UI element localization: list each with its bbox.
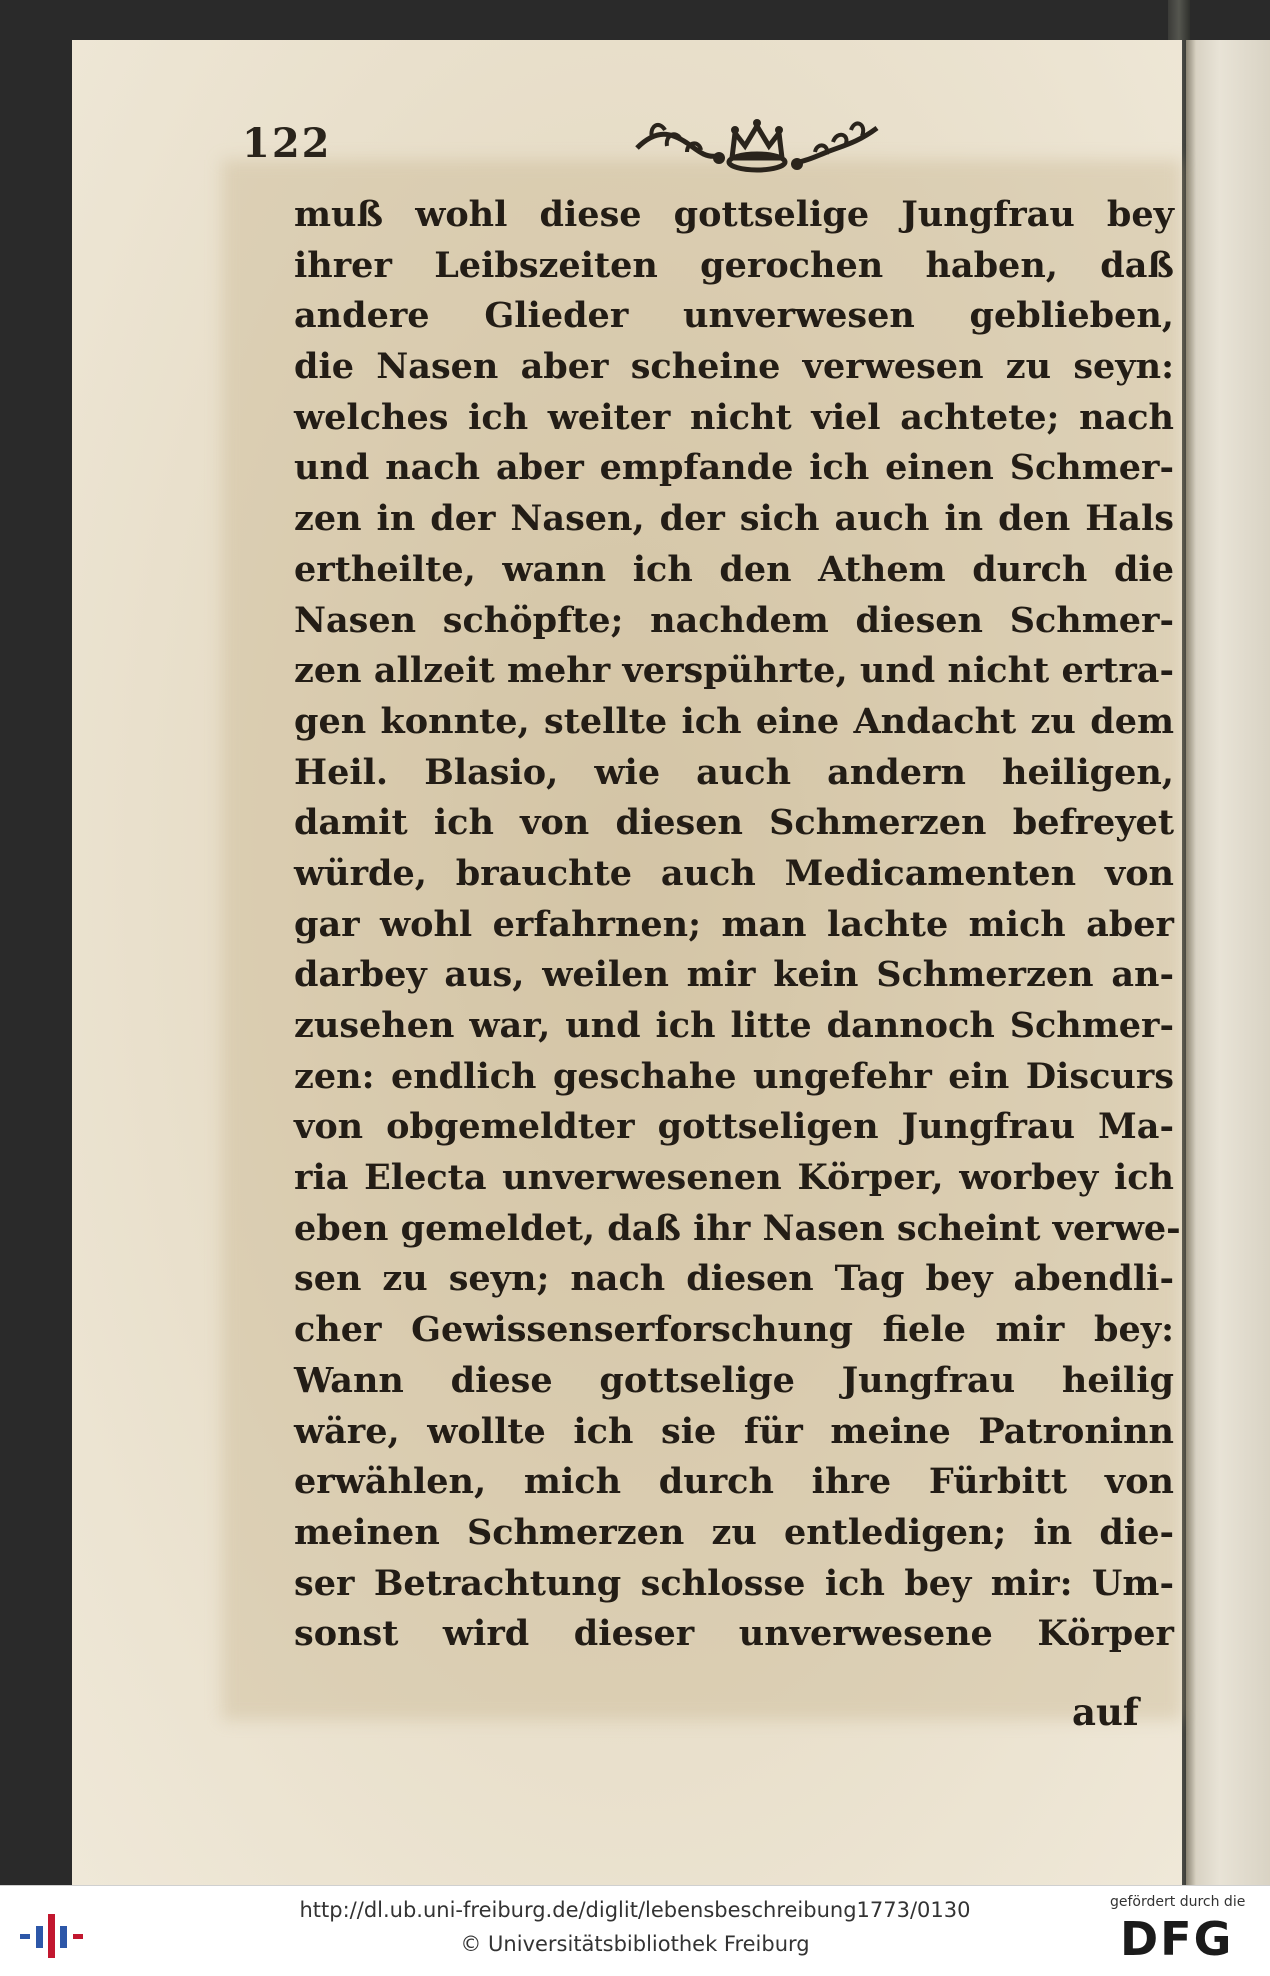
text-line: andere Glieder unverwesen geblieben, <box>294 295 1174 337</box>
text-line: eben gemeldet, daß ihr Nasen scheint verwe- <box>294 1207 1181 1249</box>
text-line: würde, brauchte auch Medicamenten von <box>294 852 1174 894</box>
text-line: ertheilte, wann ich den Athem durch die <box>294 548 1174 590</box>
text-line: die Nasen aber scheine verwesen zu seyn: <box>294 346 1174 388</box>
adjacent-page-edge <box>1186 40 1270 1885</box>
book-page <box>72 40 1182 1885</box>
dfg-logo[interactable]: DFG <box>1120 1912 1234 1966</box>
page-number: 122 <box>242 120 332 167</box>
text-line: muß wohl diese gottselige Jungfrau bey <box>294 194 1174 235</box>
text-line: sonst wird dieser unverwesene Körper <box>294 1613 1174 1655</box>
text-line: damit ich von diesen Schmerzen befreyet <box>294 802 1174 844</box>
catchword: auf <box>1072 1690 1139 1734</box>
text-line: und nach aber empfande ich einen Schmer- <box>294 447 1174 489</box>
text-line: gar wohl erfahrnen; man lachte mich aber <box>294 903 1174 945</box>
permalink-url[interactable]: http://dl.ub.uni-freiburg.de/diglit/lebensbeschreibung1773/0130 <box>299 1898 971 1922</box>
crown-with-floral-sprigs-icon <box>627 108 887 178</box>
text-line: zen: endlich geschahe ungefehr ein Discurs <box>294 1055 1174 1097</box>
text-line: von obgemeldter gottseligen Jungfrau Ma- <box>294 1106 1174 1148</box>
text-line: ihrer Leibszeiten gerochen haben, daß <box>294 244 1174 286</box>
text-line: wäre, wollte ich sie für meine Patroninn <box>294 1410 1174 1452</box>
text-line: Heil. Blasio, wie auch andern heiligen, <box>294 751 1174 793</box>
text-line: gen konnte, stellte ich eine Andacht zu dem <box>294 700 1174 742</box>
copyright-notice: © Universitätsbibliothek Freiburg <box>460 1932 810 1956</box>
text-line: ria Electa unverwesenen Körper, worbey ich <box>294 1157 1174 1199</box>
text-line: meinen Schmerzen zu entledigen; in die- <box>294 1511 1174 1553</box>
viewer-footer <box>0 1885 1270 1976</box>
text-line: darbey aus, weilen mir kein Schmerzen an- <box>294 954 1174 996</box>
funding-caption: gefördert durch die <box>1110 1894 1246 1910</box>
text-line: sen zu seyn; nach diesen Tag bey abendli- <box>294 1258 1174 1300</box>
body-text <box>294 190 1181 1660</box>
text-line: zen allzeit mehr verspührte, und nicht ertra- <box>294 650 1174 692</box>
text-line: zusehen war, und ich litte dannoch Schmer- <box>294 1005 1174 1046</box>
text-line: welches ich weiter nicht viel achtete; nach <box>294 396 1174 438</box>
text-line: erwählen, mich durch ihre Fürbitt von <box>294 1461 1174 1503</box>
text-line: Nasen schöpfte; nachdem diesen Schmer- <box>294 599 1174 641</box>
text-line: Wann diese gottselige Jungfrau heilig <box>294 1359 1174 1401</box>
text-line: ser Betrachtung schlosse ich bey mir: Um- <box>294 1562 1174 1604</box>
text-line: cher Gewissenserforschung fiele mir bey: <box>294 1309 1174 1351</box>
text-line: zen in der Nasen, der sich auch in den Hals <box>294 498 1174 540</box>
